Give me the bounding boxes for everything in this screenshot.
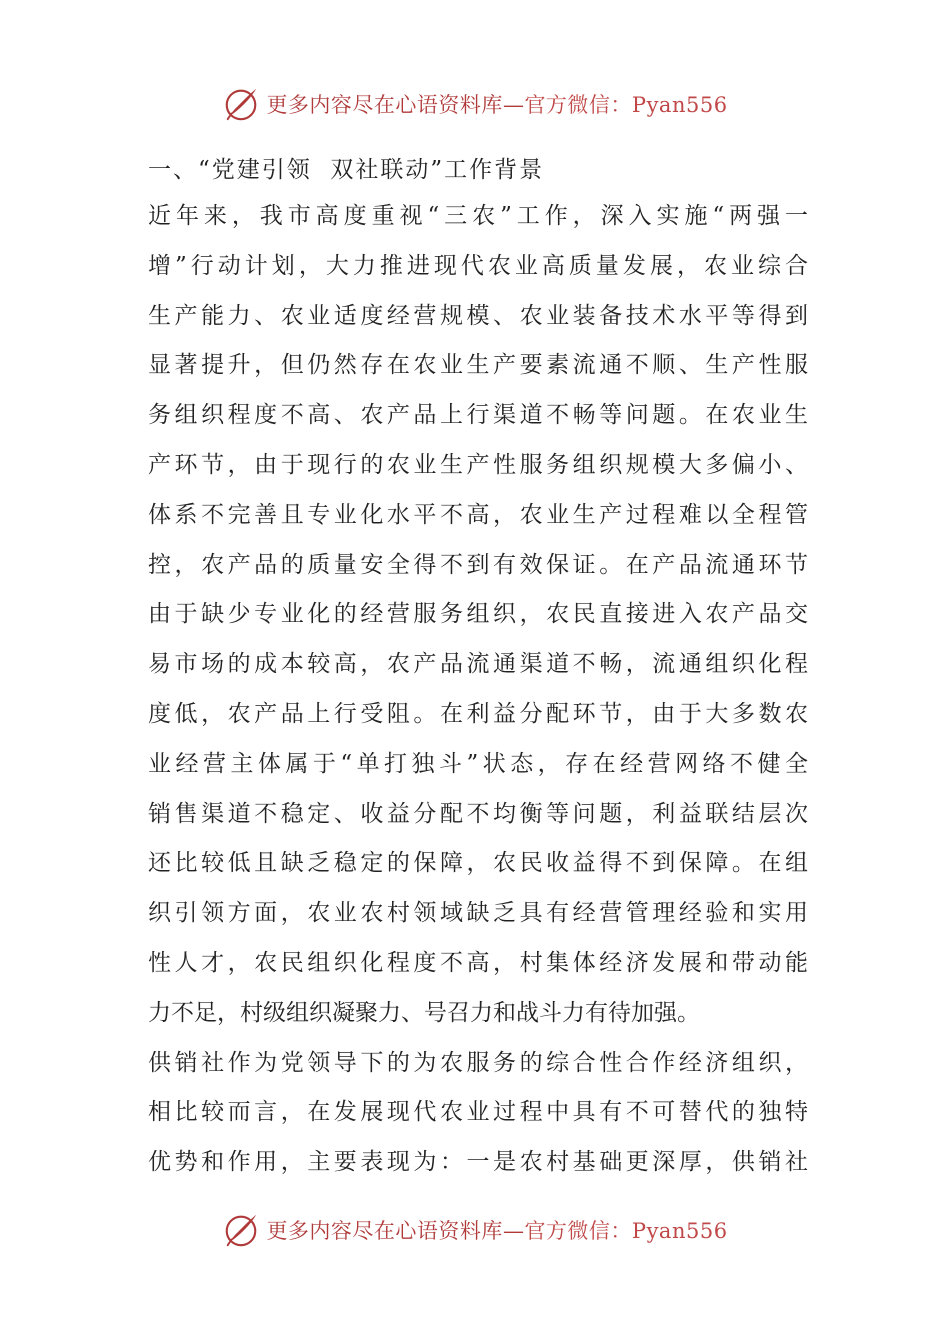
text-line: 增”行动计划，大力推进现代农业高质量发展，农业综合 <box>148 252 808 279</box>
text-line: 控，农产品的质量安全得不到有效保证。在产品流通环节 <box>148 551 808 578</box>
text-line: 业经营主体属于“单打独斗”状态，存在经营网络不健全 <box>148 750 808 777</box>
text-line: 显著提升，但仍然存在农业生产要素流通不顺、生产性服 <box>148 352 808 379</box>
section-heading: 一、“党建引领 双社联动”工作背景 <box>148 157 545 183</box>
text-line: 供销社作为党领导下的为农服务的综合性合作经济组织， <box>148 1049 808 1076</box>
text-line: 优势和作用，主要表现为：一是农村基础更深厚，供销社 <box>148 1149 808 1176</box>
watermark-banner-top <box>0 82 950 126</box>
text-line: 度低，农产品上行受阻。在利益分配环节，由于大多数农 <box>148 700 808 727</box>
text-line: 性人才，农民组织化程度不高，村集体经济发展和带动能 <box>148 949 808 976</box>
text-line: 由于缺少专业化的经营服务组织，农民直接进入农产品交 <box>148 601 808 628</box>
watermark-dash: — <box>502 1219 525 1243</box>
paragraph-background <box>148 192 808 1039</box>
text-line: 力不足，村级组织凝聚力、号召力和战斗力有待加强。 <box>148 999 700 1026</box>
text-line: 产环节，由于现行的农业生产性服务组织规模大多偏小、 <box>148 451 808 478</box>
text-line: 体系不完善且专业化水平不高，农业生产过程难以全程管 <box>148 501 808 528</box>
paragraph-supply-cooperative <box>148 1039 808 1188</box>
text-line: 易市场的成本较高，农产品流通渠道不畅，流通组织化程 <box>148 651 808 678</box>
watermark-text-top <box>266 89 727 119</box>
watermark-text-bottom <box>266 1215 727 1245</box>
quill-pen-logo-icon <box>222 1211 260 1249</box>
watermark-banner-bottom <box>0 1208 950 1252</box>
watermark-slogan: 更多内容尽在心语资料库 <box>266 1219 503 1243</box>
text-line: 近年来，我市高度重视“三农”工作，深入实施“两强一 <box>148 203 808 229</box>
text-line: 务组织程度不高、农产品上行渠道不畅等问题。在农业生 <box>148 402 808 429</box>
watermark-dash: — <box>502 93 525 117</box>
text-line: 还比较低且缺乏稳定的保障，农民收益得不到保障。在组 <box>148 850 808 877</box>
text-line: 生产能力、农业适度经营规模、农业装备技术水平等得到 <box>148 302 808 329</box>
text-line: 织引领方面，农业农村领域缺乏具有经营管理经验和实用 <box>148 900 808 927</box>
document-body <box>148 148 808 1188</box>
watermark-contact: 官方微信：Pyan556 <box>524 1219 728 1243</box>
watermark-contact: 官方微信：Pyan556 <box>524 93 728 117</box>
text-line: 销售渠道不稳定、收益分配不均衡等问题，利益联结层次 <box>148 800 808 827</box>
quill-pen-logo-icon <box>222 85 260 123</box>
text-line: 相比较而言，在发展现代农业过程中具有不可替代的独特 <box>148 1099 808 1126</box>
watermark-slogan: 更多内容尽在心语资料库 <box>266 93 503 117</box>
